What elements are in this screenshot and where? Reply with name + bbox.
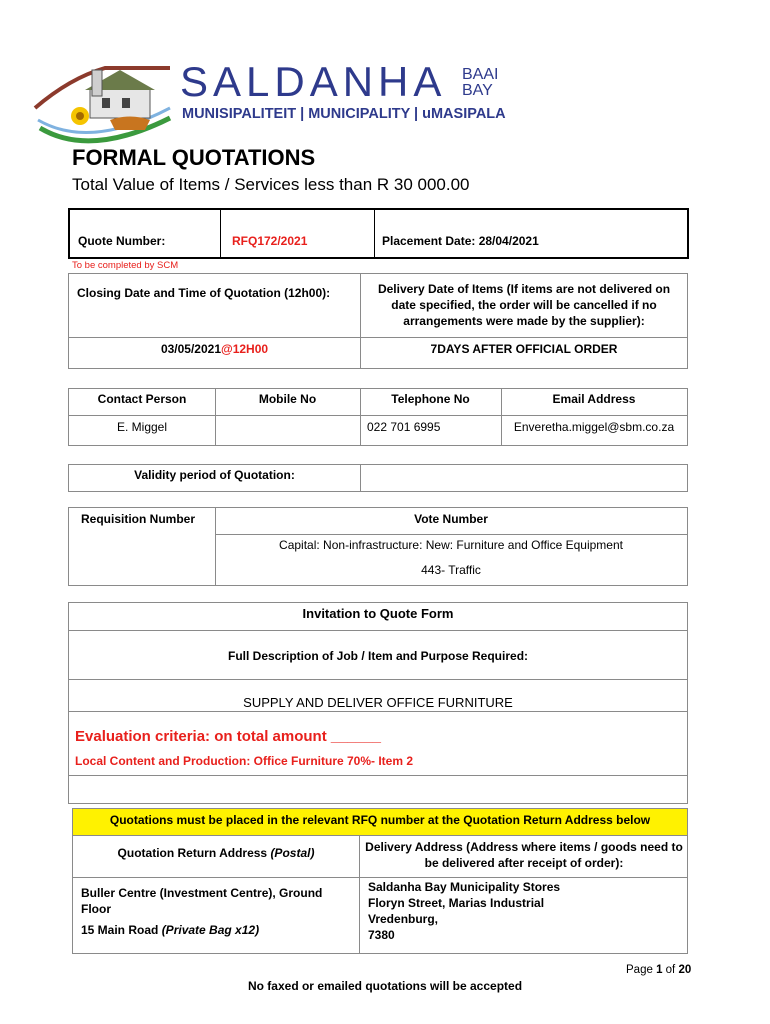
page-total: 20 <box>678 964 692 976</box>
logo-emblem <box>30 58 180 148</box>
postal-bag: (Private Bag x12) <box>161 923 260 937</box>
page-of: of <box>662 964 679 976</box>
description-label: Full Description of Job / Item and Purpose Required: <box>227 649 529 663</box>
delivery-address-line2: Floryn Street, Marias Industrial <box>368 896 545 910</box>
contact-telephone-value: 022 701 6995 <box>367 420 441 434</box>
delivery-date-label: Delivery Date of Items (If items are not delivered on date specified, the order will be cancelled if no arrangements were made by the supplier): <box>377 282 671 328</box>
postal-address-line2 <box>81 923 259 937</box>
contact-email-value: Enveretha.miggel@sbm.co.za <box>513 420 675 434</box>
logo-baai: BAAI <box>462 66 499 83</box>
delivery-address-line3: Vredenburg, <box>368 912 439 926</box>
delivery-address-line4: 7380 <box>368 928 395 942</box>
contact-header-email: Email Address <box>552 392 636 406</box>
contact-header-telephone: Telephone No <box>391 392 470 406</box>
delivery-address-label: Delivery Address (Address where items / goods need to be delivered after receipt of order): <box>365 840 683 870</box>
placement-date: Placement Date: 28/04/2021 <box>382 234 539 248</box>
delivery-date-value: 7DAYS AFTER OFFICIAL ORDER <box>430 342 618 356</box>
page-title: FORMAL QUOTATIONS <box>72 145 316 170</box>
page-subtitle: Total Value of Items / Services less than R 30 000.00 <box>72 175 470 194</box>
validity-label: Validity period of Quotation: <box>134 468 295 482</box>
logo-name: SALDANHA <box>180 58 447 105</box>
contact-table <box>68 388 688 446</box>
closing-date: 03/05/2021 <box>160 342 221 356</box>
logo-bay: BAY <box>462 82 493 99</box>
delivery-address-line1: Saldanha Bay Municipality Stores <box>368 880 561 894</box>
postal-street: 15 Main Road <box>81 923 162 937</box>
local-content: Local Content and Production: Office Furniture 70%- Item 2 <box>75 754 414 768</box>
municipality-logo <box>30 58 510 148</box>
job-description: SUPPLY AND DELIVER OFFICE FURNITURE <box>243 695 513 710</box>
validity-table <box>68 464 688 492</box>
quote-number-table <box>68 208 689 259</box>
footer-note: No faxed or emailed quotations will be accepted <box>247 979 523 993</box>
quote-number-value: RFQ172/2021 <box>232 234 308 248</box>
page-prefix: Page <box>626 964 657 976</box>
postal-address-line1: Buller Centre (Investment Centre), Ground Floor <box>81 886 323 916</box>
invitation-table <box>68 602 688 804</box>
vote-line-2: 443- Traffic <box>421 563 481 577</box>
postal-label-text: Quotation Return Address <box>117 846 271 860</box>
return-banner-text: Quotations must be placed in the relevant RFQ number at the Quotation Return Address below <box>109 813 651 827</box>
invitation-heading: Invitation to Quote Form <box>302 606 454 621</box>
requisition-label: Requisition Number <box>81 512 196 526</box>
contact-header-mobile: Mobile No <box>258 392 317 406</box>
scm-note: To be completed by SCM <box>72 260 179 271</box>
vote-number-label: Vote Number <box>414 512 488 526</box>
postal-label <box>73 846 359 860</box>
quote-number-label: Quote Number: <box>78 234 166 248</box>
page-number <box>626 964 691 976</box>
closing-table <box>68 273 688 369</box>
page-current: 1 <box>656 964 663 976</box>
evaluation-criteria: Evaluation criteria: on total amount ______ <box>75 728 381 745</box>
postal-label-italic: (Postal) <box>270 846 315 860</box>
closing-date-value <box>69 342 360 356</box>
return-address-table <box>72 808 688 954</box>
closing-label: Closing Date and Time of Quotation (12h00): <box>77 286 331 300</box>
closing-time: @12H00 <box>221 342 269 356</box>
contact-person-value: E. Miggel <box>116 420 168 434</box>
contact-header-person: Contact Person <box>97 392 187 406</box>
logo-tagline: MUNISIPALITEIT | MUNICIPALITY | uMASIPALA <box>182 106 506 122</box>
vote-line-1: Capital: Non-infrastructure: New: Furniture and Office Equipment <box>279 538 623 552</box>
requisition-table <box>68 507 688 586</box>
